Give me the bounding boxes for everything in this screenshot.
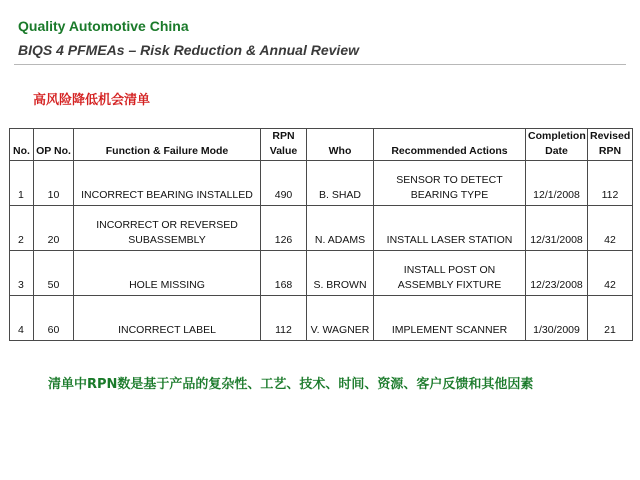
table-row (10, 251, 633, 296)
col-header-recommended-actions: Recommended Actions (374, 129, 526, 161)
cell-completion-date: 12/23/2008 (526, 251, 588, 296)
cell-function: INCORRECT BEARING INSTALLED (74, 161, 261, 206)
col-header-who: Who (307, 129, 374, 161)
cell-completion-date: 1/30/2009 (526, 296, 588, 341)
table-row (10, 296, 633, 341)
cell-no: 3 (10, 251, 34, 296)
cell-rpn-value: 126 (261, 206, 307, 251)
cell-recommended-action: SENSOR TO DETECT BEARING TYPE (374, 161, 526, 206)
col-header-completion-date: Completion Date (526, 129, 588, 161)
cell-revised-rpn: 112 (588, 161, 633, 206)
cell-revised-rpn: 42 (588, 206, 633, 251)
cell-revised-rpn: 42 (588, 251, 633, 296)
header-divider (14, 64, 626, 65)
risk-list-title: 高风险降低机会清单 (33, 93, 151, 108)
risk-reduction-table (9, 128, 633, 341)
cell-who: S. BROWN (307, 251, 374, 296)
col-header-op-no: OP No. (34, 129, 74, 161)
cell-op-no: 50 (34, 251, 74, 296)
cell-who: N. ADAMS (307, 206, 374, 251)
table-row (10, 206, 633, 251)
cell-function: INCORRECT LABEL (74, 296, 261, 341)
rpn-basis-note: 清单中RPN数是基于产品的复杂性、工艺、技术、时间、资源、客户反馈和其他因素 (48, 377, 534, 392)
cell-no: 1 (10, 161, 34, 206)
cell-no: 2 (10, 206, 34, 251)
cell-no: 4 (10, 296, 34, 341)
col-header-rpn-value: RPN Value (261, 129, 307, 161)
cell-rpn-value: 490 (261, 161, 307, 206)
cell-recommended-action: IMPLEMENT SCANNER (374, 296, 526, 341)
cell-rpn-value: 112 (261, 296, 307, 341)
cell-recommended-action: INSTALL LASER STATION (374, 206, 526, 251)
cell-rpn-value: 168 (261, 251, 307, 296)
col-header-revised-rpn: Revised RPN (588, 129, 633, 161)
company-title: Quality Automotive China (18, 18, 189, 34)
cell-recommended-action: INSTALL POST ON ASSEMBLY FIXTURE (374, 251, 526, 296)
cell-op-no: 10 (34, 161, 74, 206)
slide-subtitle: BIQS 4 PFMEAs – Risk Reduction & Annual Review (18, 42, 359, 58)
cell-function: HOLE MISSING (74, 251, 261, 296)
cell-completion-date: 12/31/2008 (526, 206, 588, 251)
col-header-no: No. (10, 129, 34, 161)
table-header-row (10, 129, 633, 161)
cell-completion-date: 12/1/2008 (526, 161, 588, 206)
cell-op-no: 60 (34, 296, 74, 341)
cell-who: B. SHAD (307, 161, 374, 206)
table-row (10, 161, 633, 206)
cell-op-no: 20 (34, 206, 74, 251)
cell-who: V. WAGNER (307, 296, 374, 341)
cell-function: INCORRECT OR REVERSED SUBASSEMBLY (74, 206, 261, 251)
cell-revised-rpn: 21 (588, 296, 633, 341)
col-header-function: Function & Failure Mode (74, 129, 261, 161)
